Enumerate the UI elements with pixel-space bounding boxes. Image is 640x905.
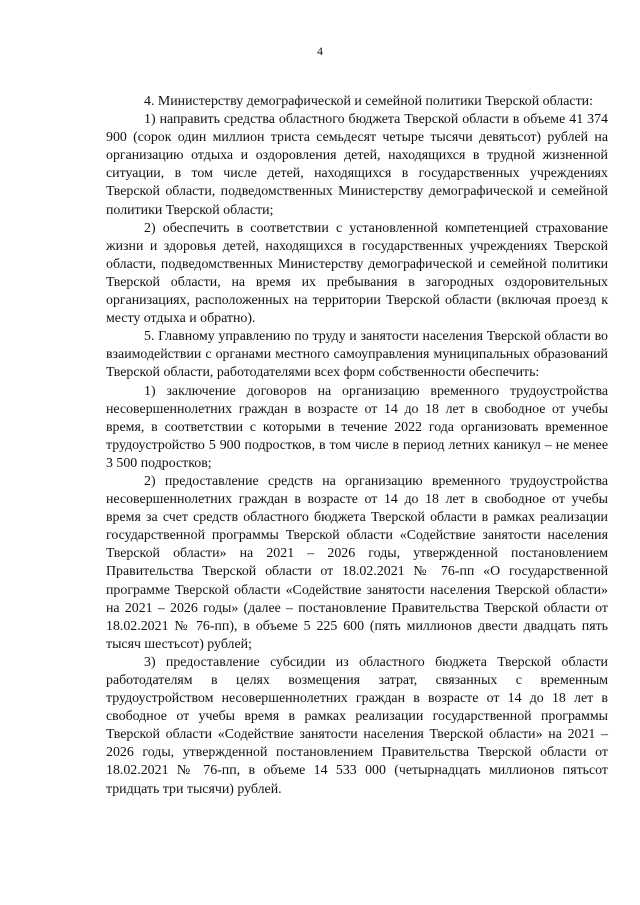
- document-body: [106, 93, 608, 799]
- paragraph-item-5-subitem-2: 2) предоставление средств на организацию временного трудоустройства несовершеннолетних граждан в возрасте от 14 до 18 лет в свободное от учебы время за счет средств областного бюджета Тверской области в рамках реализации государственной программы Тверской области «Содействие занятости населения Тверской области» на 2021 – 2026 годы, утвержденной постановлением Правительства Тверской области от 18.02.2021 № 76-пп «О государственной программе Тверской области «Содействие занятости населения Тверской области» на 2021 – 2026 годы» (далее – постановление Правительства Тверской области от 18.02.2021 № 76-пп), в объеме 5 225 600 (пять миллионов двести двадцать пять тысяч шестьсот) рублей;: [106, 473, 608, 652]
- page-number: 4: [317, 44, 323, 58]
- paragraph-item-4-heading: 4. Министерству демографической и семейной политики Тверской области:: [144, 94, 593, 109]
- paragraph-item-4-subitem-1: 1) направить средства областного бюджета Тверской области в объеме 41 374 900 (сорок один миллион триста семьдесят четыре тысячи девятьсот) рублей на организацию отдыха и оздоровления детей, находящихся в трудной жизненной ситуации, в том числе детей, находящихся в государственных учреждениях Тверской области, подведомственных Министерству демографической и семейной политики Тверской области;: [106, 112, 608, 218]
- paragraph-item-5-subitem-1: 1) заключение договоров на организацию временного трудоустройства несовершеннолетних граждан в возрасте от 14 до 18 лет в свободное от учебы время, в соответствии с которыми в течение 2022 года организовать временное трудоустройство 5 900 подростков, в том числе в период летних каникул – не менее 3 500 подростков;: [106, 383, 608, 471]
- paragraph-item-5-heading: 5. Главному управлению по труду и занятости населения Тверской области во взаимодействии с органами местного самоуправления муниципальных образований Тверской области, работодателями всех форм собственности обеспечить:: [106, 329, 608, 381]
- paragraph-item-5-subitem-3: 3) предоставление субсидии из областного бюджета Тверской области работодателям в целях возмещения затрат, связанных с временным трудоустройством несовершеннолетних граждан в возрасте от 14 до 18 лет в свободное от учебы время в рамках реализации государственной программы Тверской области «Содействие занятости населения Тверской области» на 2021 – 2026 годы, утвержденной постановлением Правительства Тверской области от 18.02.2021 № 76-пп, в объеме 14 533 000 (четырнадцать миллионов пятьсот тридцать три тысячи) рублей.: [106, 654, 608, 797]
- paragraph-item-4-subitem-2: 2) обеспечить в соответствии с установленной компетенцией страхование жизни и здоровья детей, находящихся в государственных учреждениях Тверской области, подведомственных Министерству демографической и семейной политики Тверской области, на время их пребывания в загородных оздоровительных организациях, расположенных на территории Тверской области (включая проезд к месту отдыха и обратно).: [106, 220, 608, 327]
